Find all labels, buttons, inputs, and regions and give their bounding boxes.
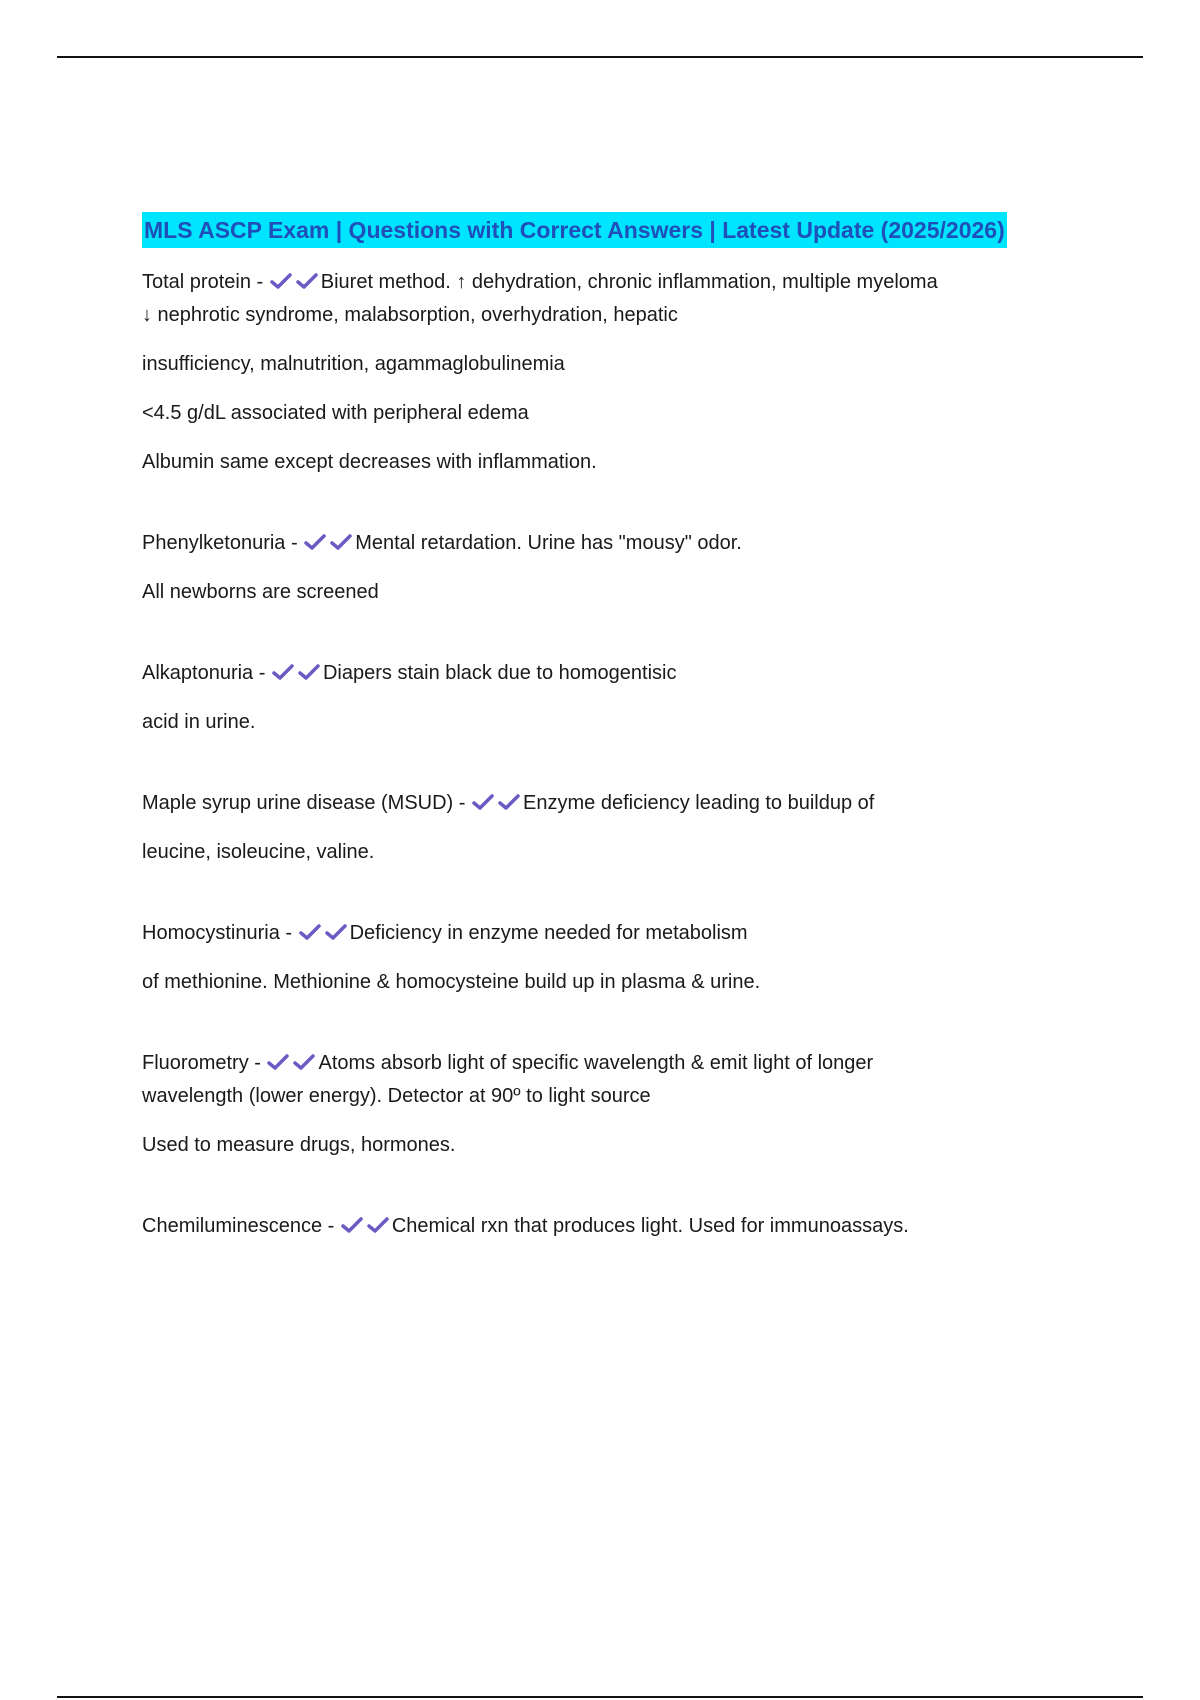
entry-line: of methionine. Methionine & homocysteine build up in plasma & urine. bbox=[142, 971, 761, 993]
qa-entry bbox=[142, 657, 1062, 739]
entry-first-line bbox=[142, 1210, 1062, 1243]
entry-line: Albumin same except decreases with inflammation. bbox=[142, 451, 597, 473]
entry-first-line bbox=[142, 787, 1062, 820]
qa-entry bbox=[142, 266, 1062, 479]
entry-line: All newborns are screened bbox=[142, 581, 379, 603]
entry-line: leucine, isoleucine, valine. bbox=[142, 841, 375, 863]
check-icon bbox=[303, 532, 327, 552]
entry-line: ↓ nephrotic syndrome, malabsorption, overhydration, hepatic bbox=[142, 304, 678, 326]
top-rule bbox=[57, 56, 1143, 58]
entry-answer: Biuret method. ↑ dehydration, chronic inflammation, multiple myeloma bbox=[320, 271, 938, 293]
qa-entry bbox=[142, 787, 1062, 869]
entry-answer: Deficiency in enzyme needed for metabolism bbox=[349, 922, 748, 944]
entry-answer: Chemical rxn that produces light. Used for immunoassays. bbox=[391, 1215, 909, 1237]
entry-first-line bbox=[142, 266, 1062, 299]
qa-entry bbox=[142, 1047, 1062, 1162]
entry-first-line bbox=[142, 657, 1062, 690]
entry-term: Maple syrup urine disease (MSUD) bbox=[142, 792, 454, 814]
check-icon bbox=[471, 792, 495, 812]
term-separator: - bbox=[322, 1215, 340, 1237]
qa-entry bbox=[142, 527, 1062, 609]
entry-line: acid in urine. bbox=[142, 711, 256, 733]
bottom-rule bbox=[57, 1696, 1143, 1698]
check-icon bbox=[297, 662, 321, 682]
entry-term: Chemiluminescence bbox=[142, 1215, 323, 1237]
term-separator: - bbox=[453, 792, 472, 814]
check-icon bbox=[269, 271, 293, 291]
term-separator: - bbox=[285, 532, 304, 554]
document-body bbox=[142, 212, 1062, 1243]
qa-entry bbox=[142, 917, 1062, 999]
term-separator: - bbox=[248, 1052, 267, 1074]
entry-first-line bbox=[142, 917, 1062, 950]
entry-first-line bbox=[142, 1047, 1062, 1080]
entry-line: <4.5 g/dL associated with peripheral edema bbox=[142, 402, 529, 424]
check-icon bbox=[324, 922, 348, 942]
entry-term: Fluorometry bbox=[142, 1052, 249, 1074]
check-icon bbox=[329, 532, 353, 552]
entry-term: Total protein bbox=[142, 271, 251, 293]
term-separator: - bbox=[250, 271, 269, 293]
qa-entry bbox=[142, 1210, 1062, 1243]
term-separator: - bbox=[279, 922, 298, 944]
entry-answer: Mental retardation. Urine has "mousy" odor. bbox=[355, 532, 742, 554]
term-separator: - bbox=[253, 662, 271, 684]
entry-first-line bbox=[142, 527, 1062, 560]
entry-term: Homocystinuria bbox=[142, 922, 280, 944]
entry-answer: Atoms absorb light of specific wavelength & emit light of longer bbox=[318, 1052, 874, 1074]
entry-answer: Diapers stain black due to homogentisic bbox=[322, 662, 677, 684]
entry-answer: Enzyme deficiency leading to buildup of bbox=[523, 792, 875, 814]
entry-line: insufficiency, malnutrition, agammaglobulinemia bbox=[142, 353, 565, 375]
entry-line: wavelength (lower energy). Detector at 90º to light source bbox=[142, 1085, 651, 1107]
entry-term: Phenylketonuria bbox=[142, 532, 286, 554]
page-title: MLS ASCP Exam | Questions with Correct Answers | Latest Update (2025/2026) bbox=[142, 212, 1007, 248]
entry-line: Used to measure drugs, hormones. bbox=[142, 1134, 456, 1156]
check-icon bbox=[295, 271, 319, 291]
check-icon bbox=[366, 1215, 390, 1235]
qa-list bbox=[142, 266, 1062, 1243]
check-icon bbox=[271, 662, 295, 682]
check-icon bbox=[497, 792, 521, 812]
check-icon bbox=[266, 1052, 290, 1072]
entry-term: Alkaptonuria bbox=[142, 662, 254, 684]
check-icon bbox=[340, 1215, 364, 1235]
check-icon bbox=[292, 1052, 316, 1072]
check-icon bbox=[298, 922, 322, 942]
